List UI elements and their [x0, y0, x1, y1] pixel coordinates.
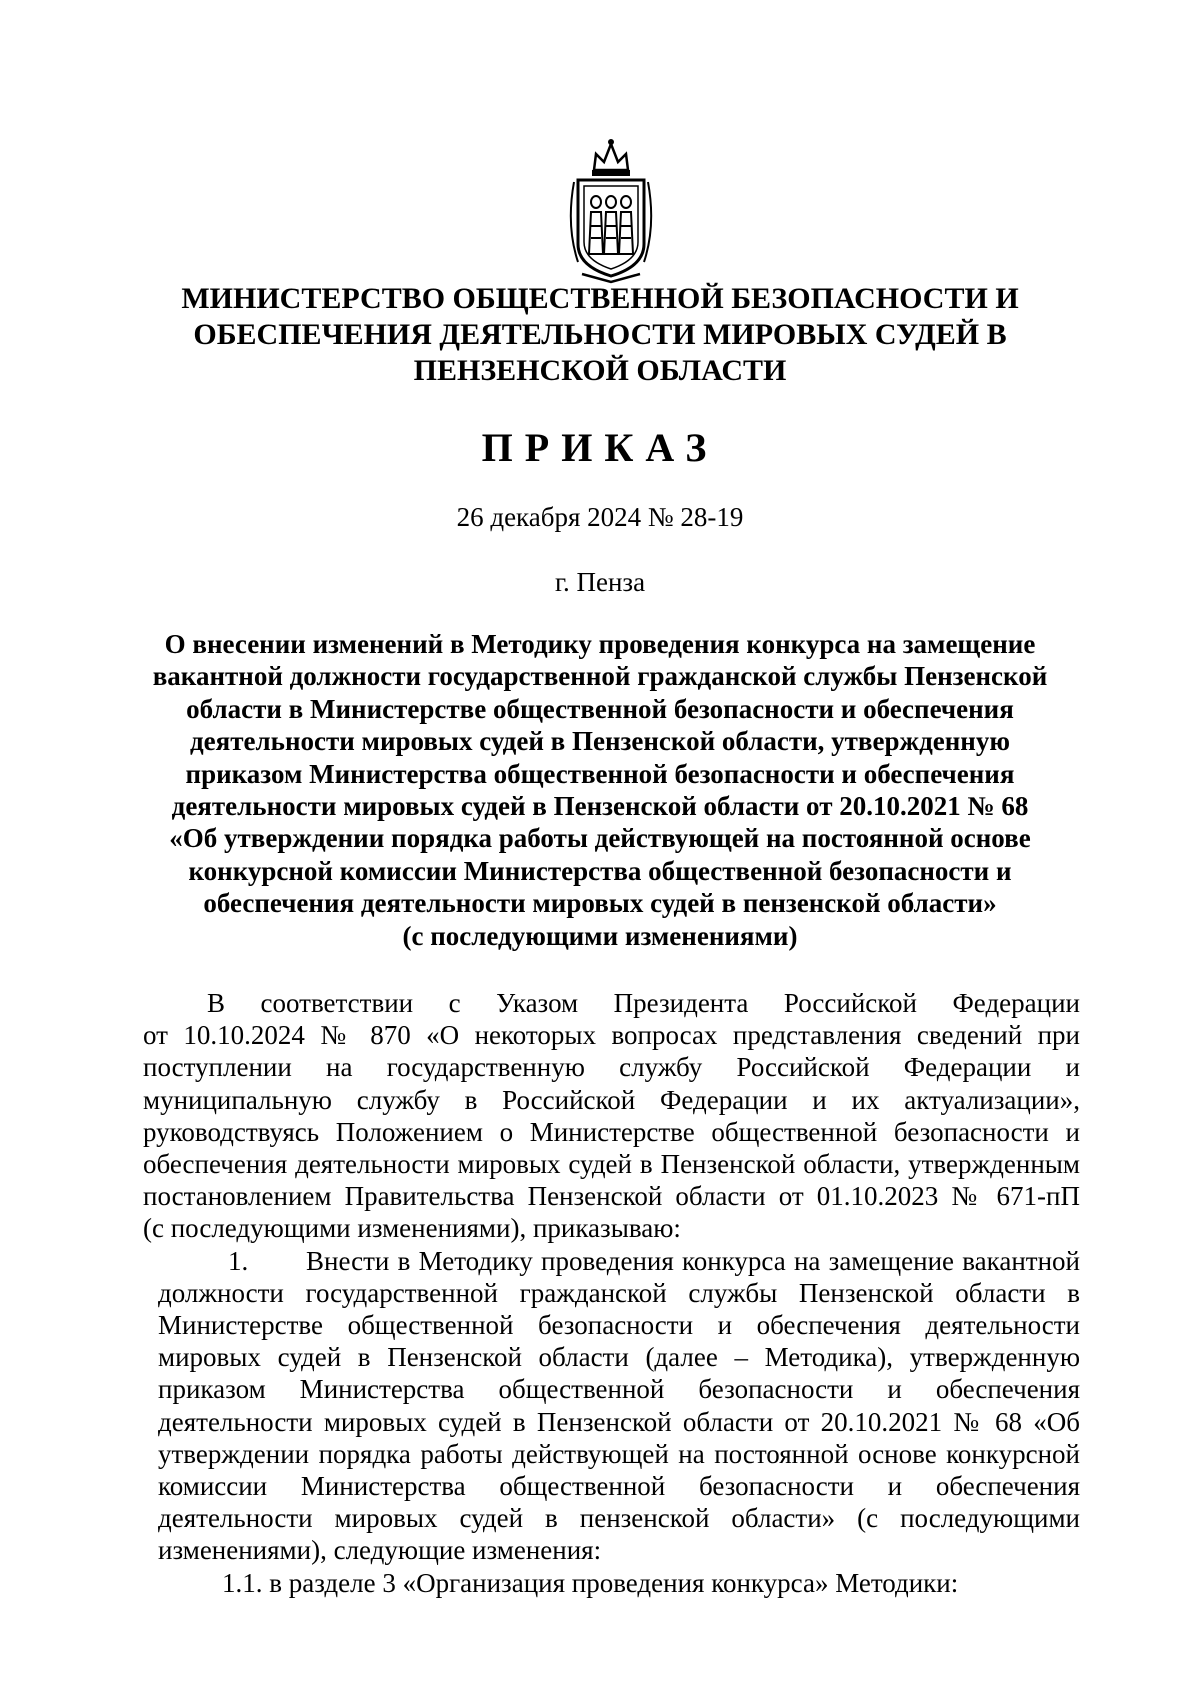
item-1-line: комиссии Министерства общественной безопасности и обеспечения [158, 1471, 1080, 1502]
ministry-line: ПЕНЗЕНСКОЙ ОБЛАСТИ [413, 354, 787, 387]
item-1-1: 1.1. в разделе 3 «Организация проведения конкурса» Методики: [222, 1567, 959, 1598]
title-line: О внесении изменений в Методику проведения конкурса на замещение [164, 629, 1036, 659]
document-type: ПРИКАЗ [481, 425, 719, 470]
preamble-line: постановлением Правительства Пензенской области от 01.10.2023 № 671-пП [143, 1181, 1080, 1212]
item-1-line: деятельности мировых судей в пензенской области» (с последующими [158, 1503, 1080, 1534]
title-line: вакантной должности государственной гражданской службы Пензенской [152, 661, 1048, 692]
preamble-line: обеспечения деятельности мировых судей в Пензенской области, утвержденным [143, 1149, 1080, 1180]
preamble-line: от 10.10.2024 № 870 «О некоторых вопросах представления сведений при [143, 1020, 1080, 1051]
order-date-number: 26 декабря 2024 № 28-19 [456, 502, 744, 532]
title-line: (с последующими изменениями) [402, 920, 798, 951]
title-line: конкурсной комиссии Министерства общественной безопасности и [188, 855, 1012, 886]
preamble-line: (с последующими изменениями), приказываю: [143, 1213, 681, 1244]
ministry-name [150, 281, 1050, 389]
item-1-line: деятельности мировых судей в Пензенской области от 20.10.2021 № 68 «Об [158, 1406, 1080, 1437]
item-1-line: утверждении порядка работы действующей на постоянной основе конкурсной [158, 1438, 1080, 1469]
title-line: приказом Министерства общественной безопасности и обеспечения [185, 758, 1015, 789]
item-1-line: приказом Министерства общественной безопасности и обеспечения [158, 1374, 1080, 1405]
order-title [150, 628, 1050, 952]
item-1-line: Министерстве общественной безопасности и обеспечения деятельности [158, 1310, 1080, 1341]
item-1-first-line [158, 1245, 1080, 1277]
ministry-line: ОБЕСПЕЧЕНИЯ ДЕЯТЕЛЬНОСТИ МИРОВЫХ СУДЕЙ В [193, 318, 1007, 351]
order-body [143, 987, 1080, 1599]
item-1 [143, 1245, 1080, 1599]
preamble-line: руководствуясь Положением о Министерстве общественной безопасности и [143, 1116, 1080, 1147]
title-line: деятельности мировых судей в Пензенской области, утвержденную [190, 726, 1010, 757]
item-1-line: изменениями), следующие изменения: [158, 1535, 602, 1566]
city: г. Пенза [554, 567, 646, 597]
title-line: обеспечения деятельности мировых судей в пензенской области» [203, 888, 997, 919]
preamble-paragraph [143, 987, 1080, 1245]
preamble-line: муниципальную службу в Российской Федерации и их актуализации», [143, 1084, 1080, 1115]
preamble-line: В соответствии с Указом Президента Российской Федерации [207, 988, 1080, 1018]
item-1-line: должности государственной гражданской службы Пензенской области в [158, 1277, 1080, 1308]
item-1-line: мировых судей в Пензенской области (далее – Методика), утвержденную [158, 1342, 1080, 1373]
ministry-line: МИНИСТЕРСТВО ОБЩЕСТВЕННОЙ БЕЗОПАСНОСТИ И [181, 282, 1019, 315]
title-line: деятельности мировых судей в Пензенской области от 20.10.2021 № 68 [171, 791, 1029, 822]
title-line: области в Министерстве общественной безопасности и обеспечения [186, 693, 1014, 724]
preamble-line: поступлении на государственную службу Российской Федерации и [143, 1052, 1080, 1083]
item-1-first-text: Внести в Методику проведения конкурса на замещение вакантной [306, 1245, 1080, 1276]
item-number: 1. [228, 1245, 249, 1276]
coat-of-arms-emblem [564, 136, 658, 284]
title-line: «Об утверждении порядка работы действующей на постоянной основе [169, 823, 1031, 854]
